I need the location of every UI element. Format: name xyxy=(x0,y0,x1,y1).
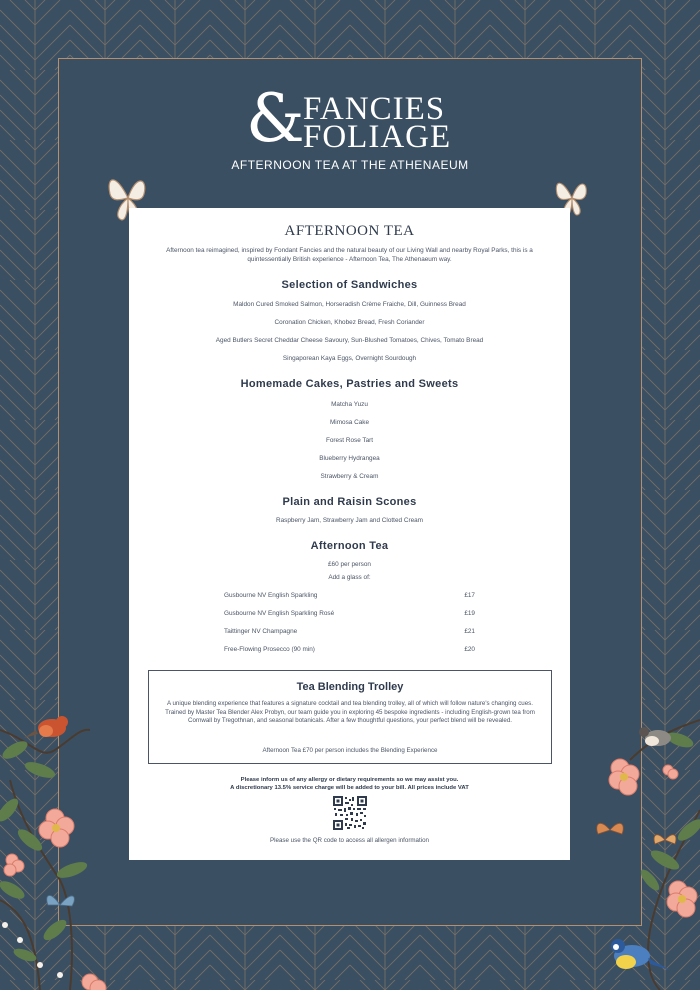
cake-item: Mimosa Cake xyxy=(329,419,370,426)
allergy-notice: Please inform us of any allergy or dietary requirements so we may assist you. xyxy=(240,777,459,783)
wine-name: Taittinger NV Champagne xyxy=(224,628,298,635)
tea-blending-trolley-box xyxy=(148,670,552,764)
wine-name: Gusbourne NV English Sparkling xyxy=(224,592,318,599)
wine-price: £17 xyxy=(464,592,475,599)
qr-code-icon[interactable] xyxy=(333,796,367,830)
floral-branch-left-icon xyxy=(0,700,130,990)
sandwich-item: Maldon Cured Smoked Salmon, Horseradish Crème Fraiche, Dill, Guinness Bread xyxy=(233,301,466,308)
brand-ampersand: & xyxy=(246,80,305,157)
cake-item: Forest Rose Tart xyxy=(325,437,374,444)
trolley-description: A unique blending experience that features a signature cocktail and tea blending trolley, all of which will follow nature's changing cues. Trained by Master Tea Blender Alex Probyn, our team guide you in exploring 45 bespoke ingredients - including English-grown tea from Cornwall by Tregothnan, and seasonal botanicals. After a few thoughtful questions, your perfect blend will be revealed. xyxy=(165,700,535,725)
wine-name: Gusbourne NV English Sparkling Rosé xyxy=(224,610,335,617)
cakes-heading: Homemade Cakes, Pastries and Sweets xyxy=(240,378,459,390)
brand-name-line-2: FOLIAGE xyxy=(303,119,452,155)
menu-intro: Afternoon tea reimagined, inspired by Fondant Fancies and the natural beauty of our Living Wall and nearby Royal Parks, this is a quintessentially British experience - Afternoon Tea, The Athenaeum way. xyxy=(166,247,533,263)
add-glass-label: Add a glass of: xyxy=(328,574,371,581)
cake-item: Matcha Yuzu xyxy=(331,401,368,408)
wine-price: £21 xyxy=(464,628,475,635)
qr-caption: Please use the QR code to access all allergen information xyxy=(270,837,429,844)
sandwich-item: Coronation Chicken, Khobez Bread, Fresh Coriander xyxy=(274,319,425,326)
menu-title: AFTERNOON TEA xyxy=(284,223,415,239)
floral-branch-right-icon xyxy=(580,700,700,990)
cake-item: Blueberry Hydrangea xyxy=(319,455,380,462)
sandwiches-heading: Selection of Sandwiches xyxy=(281,279,418,291)
scones-heading: Plain and Raisin Scones xyxy=(282,496,417,508)
service-charge-notice: A discretionary 13.5% service charge will be added to your bill. All prices include VAT xyxy=(230,785,469,791)
trolley-heading: Tea Blending Trolley xyxy=(296,681,404,693)
afternoon-tea-price: £60 per person xyxy=(328,561,371,568)
wine-price: £20 xyxy=(464,646,475,653)
afternoon-tea-heading: Afternoon Tea xyxy=(310,540,389,552)
scone-item: Raspberry Jam, Strawberry Jam and Clotted Cream xyxy=(275,517,424,524)
sandwich-item: Singaporean Kaya Eggs, Overnight Sourdough xyxy=(282,355,417,362)
brand-tagline: AFTERNOON TEA AT THE ATHENAEUM xyxy=(231,158,469,172)
brand-name-line-1: FANCIES xyxy=(303,91,446,127)
sandwich-item: Aged Butlers Secret Cheddar Cheese Savoury, Sun-Blushed Tomatoes, Chives, Tomato Bread xyxy=(215,337,484,344)
cake-item: Strawberry & Cream xyxy=(320,473,379,480)
wine-price: £19 xyxy=(464,610,475,617)
trolley-price-note: Afternoon Tea £70 per person includes the Blending Experience xyxy=(262,747,438,754)
wine-name: Free-Flowing Prosecco (90 min) xyxy=(224,646,315,653)
menu-card xyxy=(129,208,570,860)
